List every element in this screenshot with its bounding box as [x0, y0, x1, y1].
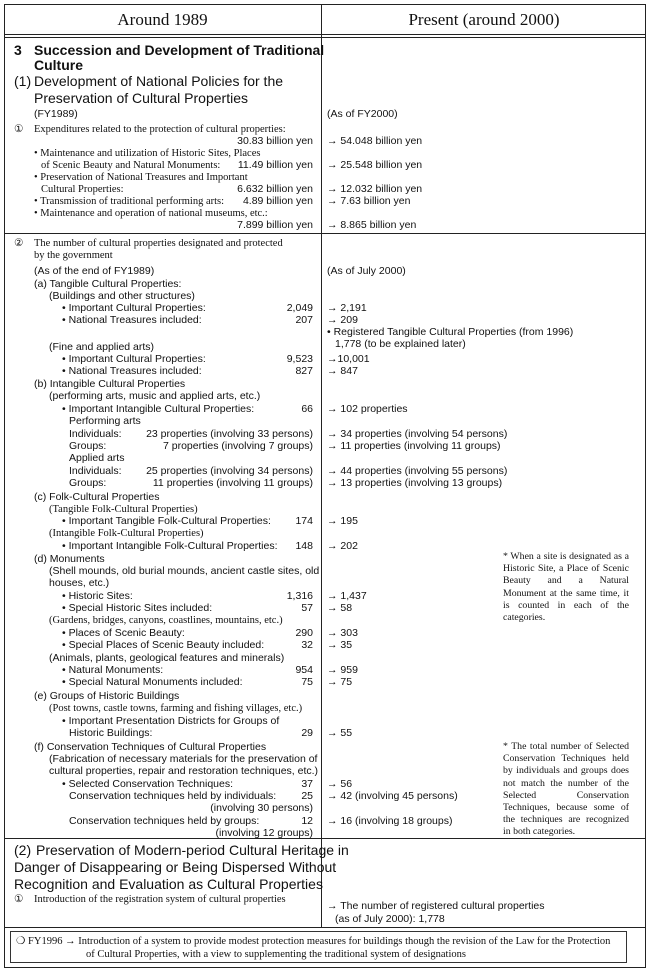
- cat-e-sub: (Post towns, castle towns, farming and fishing villages, etc.): [49, 703, 303, 714]
- row-c-iif: • Important Intangible Folk-Cultural Properties:: [62, 540, 278, 552]
- registered-note2: 1,778 (to be explained later): [335, 338, 466, 350]
- footer-line1: ❍ FY1996 → Introduction of a system to provide modest protection measures for buildings though the revision of the Law for the Protection: [16, 936, 611, 947]
- row-b-aind-present: → 44 properties (involving 55 persons): [327, 465, 508, 477]
- fy2000-label: (As of FY2000): [327, 108, 398, 120]
- row-f-ind-value2: (involving 30 persons): [210, 802, 313, 814]
- row-a-ic-present: → 2,191: [327, 302, 367, 314]
- row-d-spsb: • Special Places of Scenic Beauty included:: [62, 639, 265, 651]
- subsection-number: (1): [14, 73, 32, 89]
- exp-performing-value: 4.89 billion yen: [242, 195, 313, 207]
- row-a-fnt: • National Treasures included:: [62, 365, 202, 377]
- expenditure-label: Expenditures related to the protection of cultural properties:: [34, 124, 286, 135]
- row-d-nm-present: → 959: [327, 664, 358, 676]
- cat-f-sub2: cultural properties, repair and restoration techniques, etc.): [49, 765, 319, 777]
- row-f-sct-value: 37: [301, 778, 313, 790]
- row-b-agrp-present: → 13 properties (involving 13 groups): [327, 477, 503, 489]
- exp-museums-present: → 8.865 billion yen: [327, 219, 417, 231]
- expenditure-present: → 54.048 billion yen: [327, 135, 423, 147]
- row-e-ip1: • Important Presentation Districts for Groups of: [62, 715, 280, 727]
- cat-e: (e) Groups of Historic Buildings: [34, 690, 180, 702]
- fy1989-label: (FY1989): [34, 108, 78, 120]
- asof-2000: (As of July 2000): [327, 265, 406, 277]
- row-e-ip2: Historic Buildings:: [69, 727, 153, 739]
- section-title-line2: Culture: [34, 57, 83, 73]
- row-d-hs-present: → 1,437: [327, 590, 367, 602]
- row-a-fnt-present: → 847: [327, 365, 358, 377]
- exp-performing-present: → 7.63 billion yen: [327, 195, 411, 207]
- row-b-ind: Individuals:: [69, 428, 122, 440]
- row-f-grp-present: → 16 (involving 18 groups): [327, 815, 453, 827]
- row-a-fic-value: 9,523: [286, 353, 313, 365]
- exp-museums-value: 7.899 billion yen: [237, 219, 313, 231]
- registration-intro: Introduction of the registration system of cultural properties: [34, 894, 286, 905]
- subsection2-number: (2): [14, 842, 32, 858]
- row-d-shs: • Special Historic Sites included:: [62, 602, 213, 614]
- cat-b-sub: (performing arts, music and applied arts, etc.): [49, 390, 261, 402]
- row-d-hs-value: 1,316: [286, 590, 313, 602]
- subsection2-title2: Danger of Disappearing or Being Dispersed Without: [14, 859, 337, 875]
- exp-historic-label2: of Scenic Beauty and Natural Monuments:: [41, 160, 221, 171]
- row-b-iic-present: → 102 properties: [327, 403, 408, 415]
- section-number: 3: [14, 42, 22, 58]
- registration-present1: → The number of registered cultural properties: [327, 900, 545, 912]
- row-divider-3: [4, 927, 646, 928]
- row-d-psb-present: → 303: [327, 627, 358, 639]
- row-c-itf-present: → 195: [327, 515, 358, 527]
- row-f-sct: • Selected Conservation Techniques:: [62, 778, 234, 790]
- row-a-fnt-value: 827: [295, 365, 313, 377]
- row-a-ic-value: 2,049: [286, 302, 313, 314]
- row-c-iif-value: 148: [295, 540, 313, 552]
- row-b-ind-present: → 34 properties (involving 54 persons): [327, 428, 508, 440]
- row-e-ip-present: → 55: [327, 727, 353, 739]
- expenditure-value: 30.83 billion yen: [237, 135, 313, 147]
- subsection2-title1: Preservation of Modern-period Cultural Heritage in: [36, 842, 349, 858]
- row-b-ind-value: 23 properties (involving 33 persons): [146, 428, 313, 440]
- row-b-agrp: Groups:: [69, 477, 107, 489]
- exp-historic-label1: • Maintenance and utilization of Historic Sites, Places: [34, 148, 261, 159]
- row-d-nm-value: 954: [295, 664, 313, 676]
- asof-1989: (As of the end of FY1989): [34, 265, 155, 277]
- cat-f: (f) Conservation Techniques of Cultural Properties: [34, 741, 267, 753]
- exp-treasures-label2: Cultural Properties:: [41, 184, 124, 195]
- exp-performing-label: • Transmission of traditional performing arts:: [34, 196, 225, 207]
- circle-one-b: ①: [14, 894, 24, 905]
- applied-arts-label: Applied arts: [69, 452, 125, 464]
- exp-museums-label: • Maintenance and operation of national museums, etc.:: [34, 208, 268, 219]
- exp-historic-present: → 25.548 billion yen: [327, 159, 423, 171]
- row-d-snm: • Special Natural Monuments included:: [62, 676, 243, 688]
- cat-d-animals: (Animals, plants, geological features and minerals): [49, 652, 285, 664]
- performing-arts-label: Performing arts: [69, 415, 141, 427]
- row-a-nt-present: → 209: [327, 314, 358, 326]
- row-f-grp-value2: (involving 12 groups): [215, 827, 313, 839]
- cat-a-buildings: (Buildings and other structures): [49, 290, 195, 302]
- row-d-nm: • Natural Monuments:: [62, 664, 164, 676]
- row-d-psb: • Places of Scenic Beauty:: [62, 627, 185, 639]
- exp-treasures-label1: • Preservation of National Treasures and Important: [34, 172, 248, 183]
- row-b-grp: Groups:: [69, 440, 107, 452]
- note-monuments: * When a site is designated as a Historic Site, a Place of Scenic Beauty and a Natural Monument at the same time, it is counted in each of the categories.: [503, 551, 629, 624]
- row-d-psb-value: 290: [295, 627, 313, 639]
- registered-note1: • Registered Tangible Cultural Properties (from 1996): [327, 326, 574, 338]
- cat-d-gardens: (Gardens, bridges, canyons, coastlines, mountains, etc.): [49, 615, 283, 626]
- row-d-spsb-present: → 35: [327, 639, 353, 651]
- footer-line2: of Cultural Properties, with a view to supplementing the traditional system of designations: [86, 949, 466, 960]
- row-d-shs-present: → 58: [327, 602, 353, 614]
- row-c-itf-value: 174: [295, 515, 313, 527]
- header-right: Present (around 2000): [408, 10, 560, 29]
- row-a-nt: • National Treasures included:: [62, 314, 202, 326]
- row-b-aind-value: 25 properties (involving 34 persons): [146, 465, 313, 477]
- exp-treasures-present: → 12.032 billion yen: [327, 183, 423, 195]
- registration-present2: (as of July 2000): 1,778: [335, 913, 445, 925]
- row-d-shs-value: 57: [301, 602, 313, 614]
- subsection-title-line1: Development of National Policies for the: [34, 73, 284, 89]
- row-divider-1: [4, 233, 646, 234]
- row-b-grp-value: 7 properties (involving 7 groups): [163, 440, 313, 452]
- row-e-ip-value: 29: [301, 727, 313, 739]
- row-d-snm-value: 75: [301, 676, 313, 688]
- circle-two: ②: [14, 238, 24, 249]
- circle-one: ①: [14, 124, 24, 135]
- exp-historic-value: 11.49 billion yen: [237, 159, 313, 171]
- row-c-iif-present: → 202: [327, 540, 358, 552]
- row-c-itf: • Important Tangible Folk-Cultural Properties:: [62, 515, 271, 527]
- row-a-nt-value: 207: [295, 314, 313, 326]
- header-left: Around 1989: [117, 10, 208, 29]
- cat-d-sub2: houses, etc.): [49, 577, 110, 589]
- number-title1: The number of cultural properties designated and protected: [34, 238, 283, 249]
- number-title2: by the government: [34, 250, 113, 261]
- cat-c-intangible: (Intangible Folk-Cultural Properties): [49, 528, 204, 539]
- row-a-fic-present: →10,001: [327, 353, 370, 365]
- row-f-grp: Conservation techniques held by groups:: [69, 815, 260, 827]
- cat-d: (d) Monuments: [34, 553, 105, 565]
- cat-b: (b) Intangible Cultural Properties: [34, 378, 186, 390]
- row-f-ind: Conservation techniques held by individuals:: [69, 790, 277, 802]
- note-conservation: * The total number of Selected Conservation Techniques held by individuals and groups does not match the number of the Selected Conservation Techniques, because some of the techniques are recognized in both categories.: [503, 741, 629, 838]
- row-b-agrp-value: 11 properties (involving 11 groups): [152, 477, 313, 489]
- row-f-grp-value: 12: [301, 815, 313, 827]
- row-f-ind-value: 25: [301, 790, 313, 802]
- row-b-iic-value: 66: [301, 403, 313, 415]
- section-title-line1: Succession and Development of Traditional: [34, 42, 325, 58]
- cat-d-sub1: (Shell mounds, old burial mounds, ancient castle sites, old: [49, 565, 320, 577]
- column-divider: [321, 4, 322, 927]
- subsection-title-line2: Preservation of Cultural Properties: [34, 90, 248, 106]
- row-b-iic: • Important Intangible Cultural Properties:: [62, 403, 255, 415]
- cat-f-sub1: (Fabrication of necessary materials for the preservation of: [49, 753, 318, 765]
- exp-treasures-value: 6.632 billion yen: [237, 183, 313, 195]
- subsection2-title3: Recognition and Evaluation as Cultural Properties: [14, 876, 323, 892]
- header-divider-double: [4, 37, 646, 38]
- row-b-aind: Individuals:: [69, 465, 122, 477]
- cat-a-fine-arts: (Fine and applied arts): [49, 341, 155, 353]
- row-f-ind-present: → 42 (involving 45 persons): [327, 790, 458, 802]
- row-d-hs: • Historic Sites:: [62, 590, 133, 602]
- cat-c: (c) Folk-Cultural Properties: [34, 491, 160, 503]
- header-divider: [4, 34, 646, 35]
- row-d-snm-present: → 75: [327, 676, 353, 688]
- cat-a: (a) Tangible Cultural Properties:: [34, 278, 182, 290]
- row-a-fic: • Important Cultural Properties:: [62, 353, 206, 365]
- row-a-ic: • Important Cultural Properties:: [62, 302, 206, 314]
- row-d-spsb-value: 32: [301, 639, 313, 651]
- row-f-sct-present: → 56: [327, 778, 353, 790]
- row-b-grp-present: → 11 properties (involving 11 groups): [327, 440, 501, 452]
- cat-c-tangible: (Tangible Folk-Cultural Properties): [49, 504, 198, 515]
